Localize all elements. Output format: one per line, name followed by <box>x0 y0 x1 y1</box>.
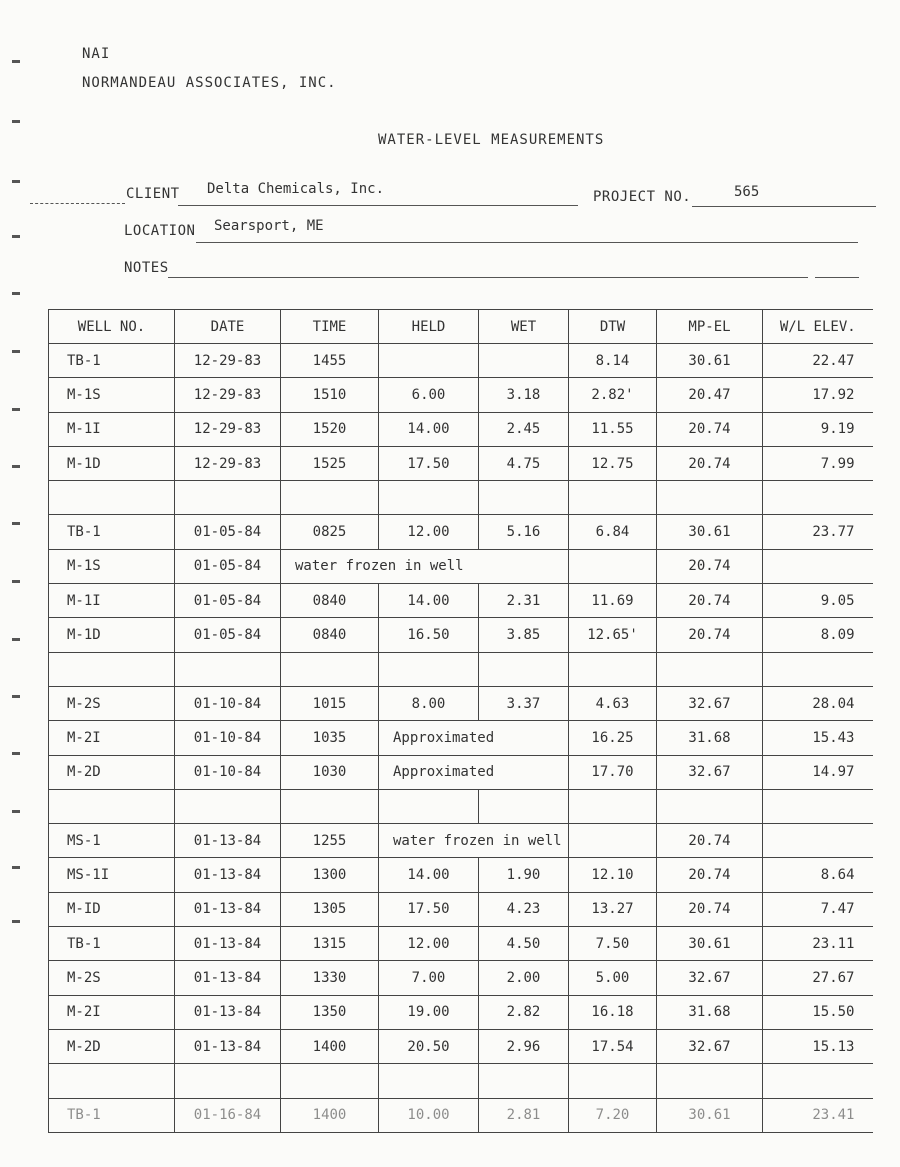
cell-wl: 23.77 <box>763 515 873 549</box>
table-row <box>49 755 873 789</box>
cell-time: 1035 <box>281 721 379 755</box>
col-header-well: WELL NO. <box>49 310 175 344</box>
table-row <box>49 927 873 961</box>
cell-date <box>175 1064 281 1098</box>
form-title: WATER-LEVEL MEASUREMENTS <box>378 132 605 148</box>
cell-well: MS-1 <box>49 824 175 858</box>
water-level-table <box>48 309 873 1133</box>
cell-wl: 7.99 <box>763 446 873 480</box>
cell-wl: 9.05 <box>763 584 873 618</box>
cell-mpel: 30.61 <box>657 344 763 378</box>
cell-mpel: 20.74 <box>657 824 763 858</box>
location-value: Searsport, ME <box>214 218 324 234</box>
cell-well: M-1D <box>49 618 175 652</box>
cell-dtw: 17.54 <box>569 1029 657 1063</box>
cell-wl <box>763 824 873 858</box>
cell-dtw: 7.50 <box>569 927 657 961</box>
cell-wl: 14.97 <box>763 755 873 789</box>
cell-dtw: 11.55 <box>569 412 657 446</box>
cell-wet: 4.23 <box>479 892 569 926</box>
client-underline <box>178 205 578 206</box>
cell-mpel: 20.47 <box>657 378 763 412</box>
table-row <box>49 789 873 823</box>
cell-date: 01-13-84 <box>175 927 281 961</box>
cell-mpel: 30.61 <box>657 927 763 961</box>
cell-well: M-1S <box>49 378 175 412</box>
cell-well <box>49 1064 175 1098</box>
cell-time <box>281 652 379 686</box>
cell-time: 1455 <box>281 344 379 378</box>
cell-date: 12-29-83 <box>175 412 281 446</box>
cell-held: 17.50 <box>379 892 479 926</box>
cell-dtw: 12.65' <box>569 618 657 652</box>
cell-wet: 2.81 <box>479 1098 569 1132</box>
project-label: PROJECT NO. <box>593 189 692 205</box>
cell-dtw <box>569 549 657 583</box>
cell-well: M-2S <box>49 961 175 995</box>
cell-mpel <box>657 652 763 686</box>
cell-wl: 8.09 <box>763 618 873 652</box>
cell-dtw: 16.25 <box>569 721 657 755</box>
cell-time: 1525 <box>281 446 379 480</box>
cell-dtw: 7.20 <box>569 1098 657 1132</box>
cell-time: 1330 <box>281 961 379 995</box>
table-body <box>49 344 873 1133</box>
col-header-date: DATE <box>175 310 281 344</box>
cell-wl: 8.64 <box>763 858 873 892</box>
cell-time <box>281 481 379 515</box>
cell-time <box>281 1064 379 1098</box>
cell-dtw: 2.82' <box>569 378 657 412</box>
cell-time: 0825 <box>281 515 379 549</box>
cell-well: M-1S <box>49 549 175 583</box>
cell-mpel: 32.67 <box>657 961 763 995</box>
cell-time: 1520 <box>281 412 379 446</box>
cell-dtw: 11.69 <box>569 584 657 618</box>
cell-well: M-2D <box>49 755 175 789</box>
cell-wet <box>479 344 569 378</box>
cell-well: MS-1I <box>49 858 175 892</box>
cell-mpel: 32.67 <box>657 686 763 720</box>
cell-time: 1350 <box>281 995 379 1029</box>
table-row <box>49 549 873 583</box>
cell-held: 14.00 <box>379 412 479 446</box>
table-row <box>49 686 873 720</box>
cell-held: 14.00 <box>379 584 479 618</box>
cell-held: 8.00 <box>379 686 479 720</box>
cell-wet: 4.50 <box>479 927 569 961</box>
cell-date: 01-13-84 <box>175 892 281 926</box>
cell-wet: 2.00 <box>479 961 569 995</box>
cell-dtw <box>569 789 657 823</box>
cell-dtw: 6.84 <box>569 515 657 549</box>
cell-wl: 17.92 <box>763 378 873 412</box>
cell-date: 01-10-84 <box>175 686 281 720</box>
table-row <box>49 652 873 686</box>
table-header-row <box>49 310 873 344</box>
cell-well: M-2S <box>49 686 175 720</box>
cell-dtw <box>569 481 657 515</box>
cell-mpel: 32.67 <box>657 1029 763 1063</box>
cell-date: 01-13-84 <box>175 858 281 892</box>
cell-mpel: 20.74 <box>657 892 763 926</box>
location-label: LOCATION <box>124 223 196 239</box>
cell-held <box>379 789 479 823</box>
cell-well <box>49 481 175 515</box>
table-row <box>49 995 873 1029</box>
cell-wet <box>479 652 569 686</box>
cell-dtw: 4.63 <box>569 686 657 720</box>
cell-held: 19.00 <box>379 995 479 1029</box>
cell-held <box>379 344 479 378</box>
col-header-time: TIME <box>281 310 379 344</box>
cell-well: M-1I <box>49 584 175 618</box>
cell-dtw: 16.18 <box>569 995 657 1029</box>
cell-wet: 3.85 <box>479 618 569 652</box>
notes-underline-end <box>815 277 859 278</box>
cell-date: 01-05-84 <box>175 618 281 652</box>
table-row <box>49 446 873 480</box>
cell-date: 12-29-83 <box>175 378 281 412</box>
cell-date <box>175 789 281 823</box>
cell-held: 6.00 <box>379 378 479 412</box>
cell-time: 1510 <box>281 378 379 412</box>
cell-time: 1300 <box>281 858 379 892</box>
cell-date <box>175 652 281 686</box>
col-header-mpel: MP-EL <box>657 310 763 344</box>
cell-dtw: 17.70 <box>569 755 657 789</box>
cell-wet: 2.96 <box>479 1029 569 1063</box>
cell-time: 1400 <box>281 1029 379 1063</box>
cell-wet: 1.90 <box>479 858 569 892</box>
cell-time: 0840 <box>281 618 379 652</box>
cell-wl: 23.41 <box>763 1098 873 1132</box>
cell-wl: 22.47 <box>763 344 873 378</box>
notes-label: NOTES <box>124 260 169 276</box>
cell-wet: 3.18 <box>479 378 569 412</box>
cell-well <box>49 789 175 823</box>
cell-time: 1015 <box>281 686 379 720</box>
cell-wl <box>763 1064 873 1098</box>
project-value: 565 <box>734 184 760 200</box>
table-row <box>49 344 873 378</box>
margin-dash-line <box>30 203 125 204</box>
cell-wet: 3.37 <box>479 686 569 720</box>
cell-well: M-2D <box>49 1029 175 1063</box>
cell-time: 1255 <box>281 824 379 858</box>
cell-date: 12-29-83 <box>175 446 281 480</box>
cell-well: M-1D <box>49 446 175 480</box>
cell-well: TB-1 <box>49 1098 175 1132</box>
cell-wl: 15.43 <box>763 721 873 755</box>
cell-dtw: 13.27 <box>569 892 657 926</box>
company-abbreviation: NAI <box>82 46 111 62</box>
cell-wl: 7.47 <box>763 892 873 926</box>
cell-wl: 28.04 <box>763 686 873 720</box>
col-header-dtw: DTW <box>569 310 657 344</box>
cell-held: 12.00 <box>379 515 479 549</box>
cell-note: Approximated <box>379 721 569 755</box>
cell-wet: 2.45 <box>479 412 569 446</box>
cell-mpel <box>657 481 763 515</box>
table-row <box>49 892 873 926</box>
col-header-held: HELD <box>379 310 479 344</box>
project-underline <box>692 206 876 207</box>
col-header-wl: W/L ELEV. <box>763 310 873 344</box>
cell-date <box>175 481 281 515</box>
cell-well <box>49 652 175 686</box>
cell-dtw <box>569 652 657 686</box>
cell-well: TB-1 <box>49 927 175 961</box>
table-row <box>49 1029 873 1063</box>
table-row <box>49 481 873 515</box>
cell-dtw: 5.00 <box>569 961 657 995</box>
cell-wet: 4.75 <box>479 446 569 480</box>
cell-well: M-ID <box>49 892 175 926</box>
cell-wet: 5.16 <box>479 515 569 549</box>
col-header-wet: WET <box>479 310 569 344</box>
cell-mpel: 20.74 <box>657 412 763 446</box>
cell-time <box>281 789 379 823</box>
cell-mpel: 30.61 <box>657 515 763 549</box>
cell-wet: 2.31 <box>479 584 569 618</box>
cell-mpel: 20.74 <box>657 858 763 892</box>
cell-wl: 15.50 <box>763 995 873 1029</box>
cell-time: 0840 <box>281 584 379 618</box>
cell-dtw: 12.75 <box>569 446 657 480</box>
cell-mpel <box>657 1064 763 1098</box>
cell-well: TB-1 <box>49 344 175 378</box>
binding-hole-marks <box>10 30 24 1030</box>
cell-held: 16.50 <box>379 618 479 652</box>
cell-mpel: 30.61 <box>657 1098 763 1132</box>
cell-held: 20.50 <box>379 1029 479 1063</box>
cell-mpel: 20.74 <box>657 618 763 652</box>
cell-held: 7.00 <box>379 961 479 995</box>
cell-well: M-1I <box>49 412 175 446</box>
cell-time: 1305 <box>281 892 379 926</box>
table-row <box>49 412 873 446</box>
cell-wl <box>763 789 873 823</box>
table-row <box>49 618 873 652</box>
cell-mpel: 20.74 <box>657 549 763 583</box>
cell-held: 12.00 <box>379 927 479 961</box>
table-row <box>49 961 873 995</box>
table-row <box>49 1064 873 1098</box>
cell-wl: 23.11 <box>763 927 873 961</box>
cell-mpel: 31.68 <box>657 721 763 755</box>
cell-date: 01-10-84 <box>175 755 281 789</box>
cell-time: 1400 <box>281 1098 379 1132</box>
cell-date: 01-10-84 <box>175 721 281 755</box>
cell-well: M-2I <box>49 721 175 755</box>
cell-dtw <box>569 1064 657 1098</box>
cell-well: M-2I <box>49 995 175 1029</box>
cell-wl: 15.13 <box>763 1029 873 1063</box>
cell-held <box>379 1064 479 1098</box>
cell-note: Approximated <box>379 755 569 789</box>
cell-wl: 27.67 <box>763 961 873 995</box>
cell-wl <box>763 652 873 686</box>
cell-time: 1315 <box>281 927 379 961</box>
cell-date: 01-05-84 <box>175 549 281 583</box>
cell-date: 01-13-84 <box>175 961 281 995</box>
notes-underline <box>168 277 808 278</box>
cell-time: 1030 <box>281 755 379 789</box>
cell-held: 10.00 <box>379 1098 479 1132</box>
cell-wet <box>479 481 569 515</box>
cell-dtw <box>569 824 657 858</box>
cell-held <box>379 652 479 686</box>
cell-note: water frozen in well <box>379 824 569 858</box>
company-name: NORMANDEAU ASSOCIATES, INC. <box>82 75 337 91</box>
cell-mpel: 32.67 <box>657 755 763 789</box>
cell-wl <box>763 549 873 583</box>
table-row <box>49 824 873 858</box>
table-row <box>49 721 873 755</box>
cell-wl <box>763 481 873 515</box>
client-value: Delta Chemicals, Inc. <box>207 181 385 197</box>
cell-date: 01-05-84 <box>175 584 281 618</box>
location-underline <box>196 242 858 243</box>
cell-date: 01-13-84 <box>175 824 281 858</box>
cell-mpel: 20.74 <box>657 446 763 480</box>
cell-note: water frozen in well <box>281 549 569 583</box>
cell-dtw: 12.10 <box>569 858 657 892</box>
table-row <box>49 858 873 892</box>
table-row <box>49 1098 873 1132</box>
cell-well: TB-1 <box>49 515 175 549</box>
client-label: CLIENT <box>126 186 180 202</box>
cell-date: 01-13-84 <box>175 995 281 1029</box>
cell-mpel: 20.74 <box>657 584 763 618</box>
cell-date: 12-29-83 <box>175 344 281 378</box>
table-row <box>49 584 873 618</box>
cell-mpel: 31.68 <box>657 995 763 1029</box>
table-row <box>49 515 873 549</box>
cell-date: 01-16-84 <box>175 1098 281 1132</box>
cell-held: 14.00 <box>379 858 479 892</box>
table-row <box>49 378 873 412</box>
cell-wl: 9.19 <box>763 412 873 446</box>
cell-date: 01-13-84 <box>175 1029 281 1063</box>
cell-held <box>379 481 479 515</box>
cell-dtw: 8.14 <box>569 344 657 378</box>
cell-mpel <box>657 789 763 823</box>
cell-wet <box>479 1064 569 1098</box>
cell-held: 17.50 <box>379 446 479 480</box>
cell-wet: 2.82 <box>479 995 569 1029</box>
cell-wet <box>479 789 569 823</box>
cell-date: 01-05-84 <box>175 515 281 549</box>
